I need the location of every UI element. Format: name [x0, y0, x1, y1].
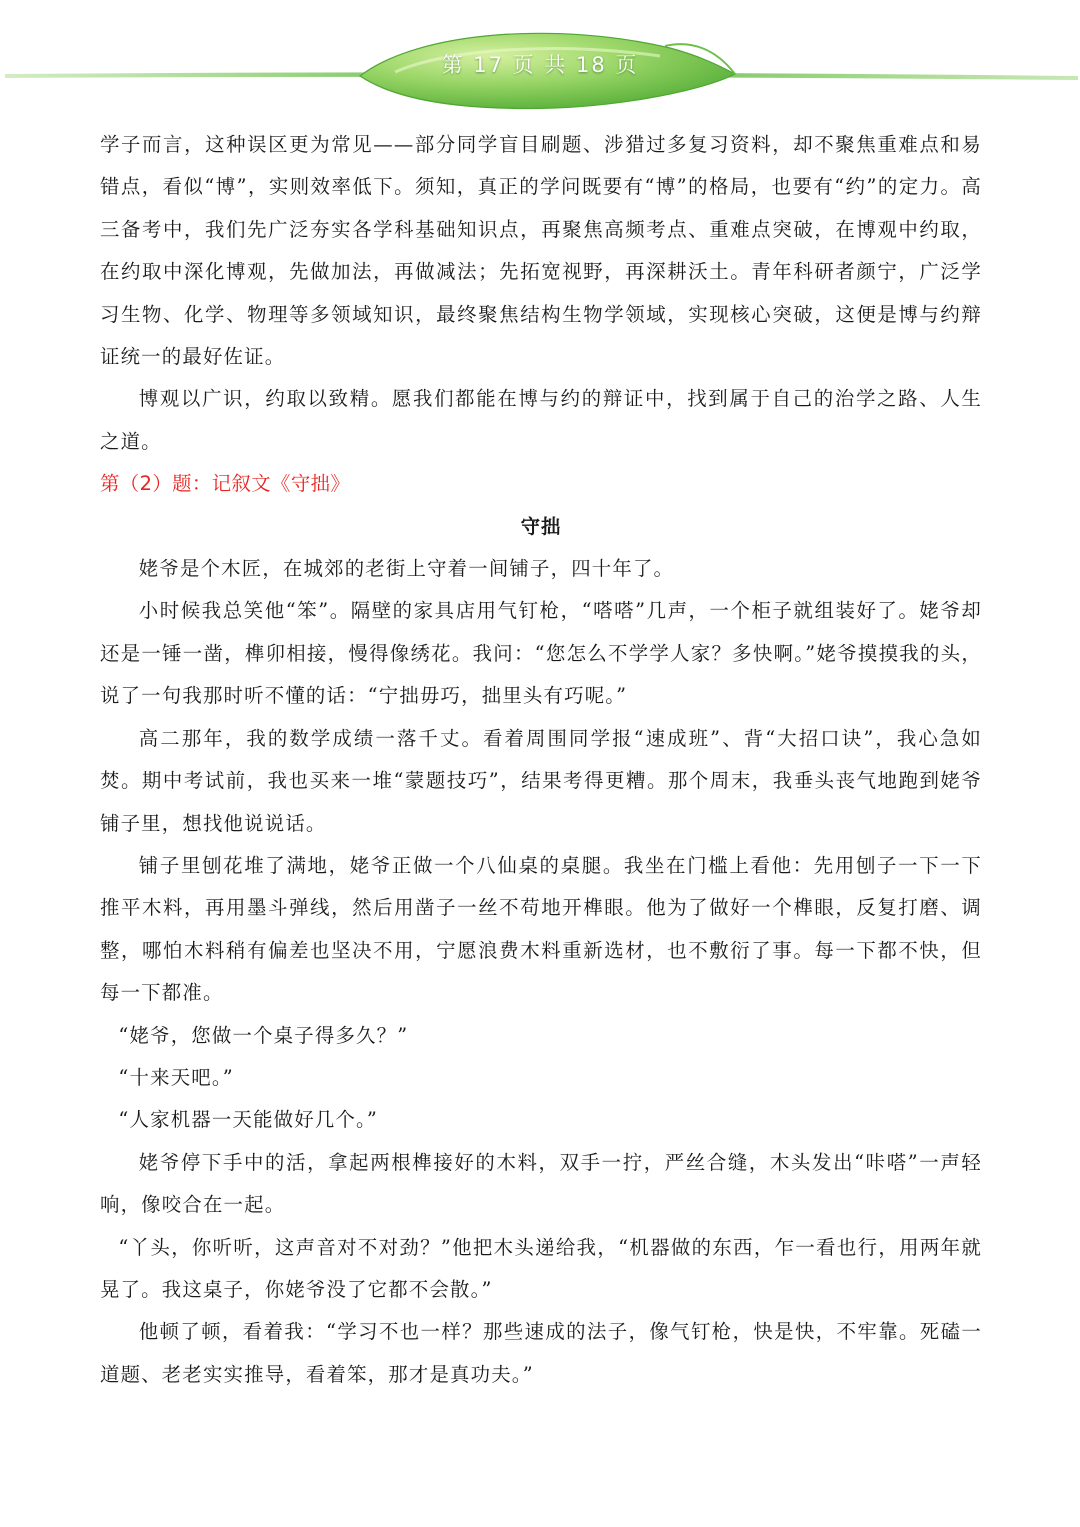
paragraph: 铺子里刨花堆了满地，姥爷正做一个八仙桌的桌腿。我坐在门槛上看他：先用刨子一下一下推平木料，再用墨斗弹线，然后用凿子一丝不苟地开榫眼。他为了做好一个榫眼，反复打磨、调整，哪怕木料稍有偏差也坚决不用，宁愿浪费木料重新选材，也不敷衍了事。每一下都不快，但每一下都准。: [100, 853, 982, 1005]
dialogue-line: “丫头，你听听，这声音对不对劲？”他把木头递给我，“机器做的东西，乍一看也行，用两年就晃了。我这桌子，你姥爷没了它都不会散。”: [100, 1235, 982, 1301]
paragraph: 小时候我总笑他“笨”。隔壁的家具店用气钉枪，“嗒嗒”几声，一个柜子就组装好了。姥爷却还是一锤一凿，榫卯相接，慢得像绣花。我问：“您怎么不学学人家？多快啊。”姥爷摸摸我的头，说了一句我那时听不懂的话：“宁拙毋巧，拙里头有巧呢。”: [100, 599, 982, 708]
paragraph: 姥爷是个木匠，在城郊的老街上守着一间铺子，四十年了。: [138, 557, 675, 581]
question-heading: 第（2）题：记叙文《守拙》: [100, 472, 351, 496]
paragraph: 博观以广识，约取以致精。愿我们都能在博与约的辩证中，找到属于自己的治学之路、人生之道。: [100, 387, 982, 453]
paragraph: 学子而言，这种误区更为常见——部分同学盲目刷题、涉猎过多复习资料，却不聚焦重难点和易错点，看似“博”，实则效率低下。须知，真正的学问既要有“博”的格局，也要有“约”的定力。高三备考中，我们先广泛夯实各学科基础知识点，再聚焦高频考点、重难点突破，在博观中约取，在约取中深化博观，先做加法，再做减法；先拓宽视野，再深耕沃土。青年科研者颜宁，广泛学习生物、化学、物理等多领域知识，最终聚焦结构生物学领域，实现核心突破，这便是博与约辩证统一的最好佐证。: [100, 133, 982, 369]
document-body: [100, 124, 982, 1396]
dialogue-line: “十来天吧。”: [118, 1065, 234, 1089]
dialogue-line: “人家机器一天能做好几个。”: [118, 1108, 379, 1132]
page-header: [0, 0, 1080, 120]
paragraph: 他顿了顿，看着我：“学习不也一样？那些速成的法子，像气钉枪，快是快，不牢靠。死磕一道题、老老实实推导，看着笨，那才是真功夫。”: [100, 1320, 982, 1386]
paragraph: 姥爷停下手中的活，拿起两根榫接好的木料，双手一拧，严丝合缝，木头发出“咔嗒”一声轻响，像咬合在一起。: [100, 1150, 982, 1217]
page-number: 第 17 页 共 18 页: [441, 53, 639, 77]
dialogue-line: “姥爷，您做一个桌子得多久？”: [118, 1023, 409, 1047]
paragraph: 高二那年，我的数学成绩一落千丈。看着周围同学报“速成班”、背“大招口诀”，我心急如焚。期中考试前，我也买来一堆“蒙题技巧”，结果考得更糟。那个周末，我垂头丧气地跑到姥爷铺子里，想找他说说话。: [100, 726, 982, 835]
essay-title: 守拙: [520, 514, 562, 538]
